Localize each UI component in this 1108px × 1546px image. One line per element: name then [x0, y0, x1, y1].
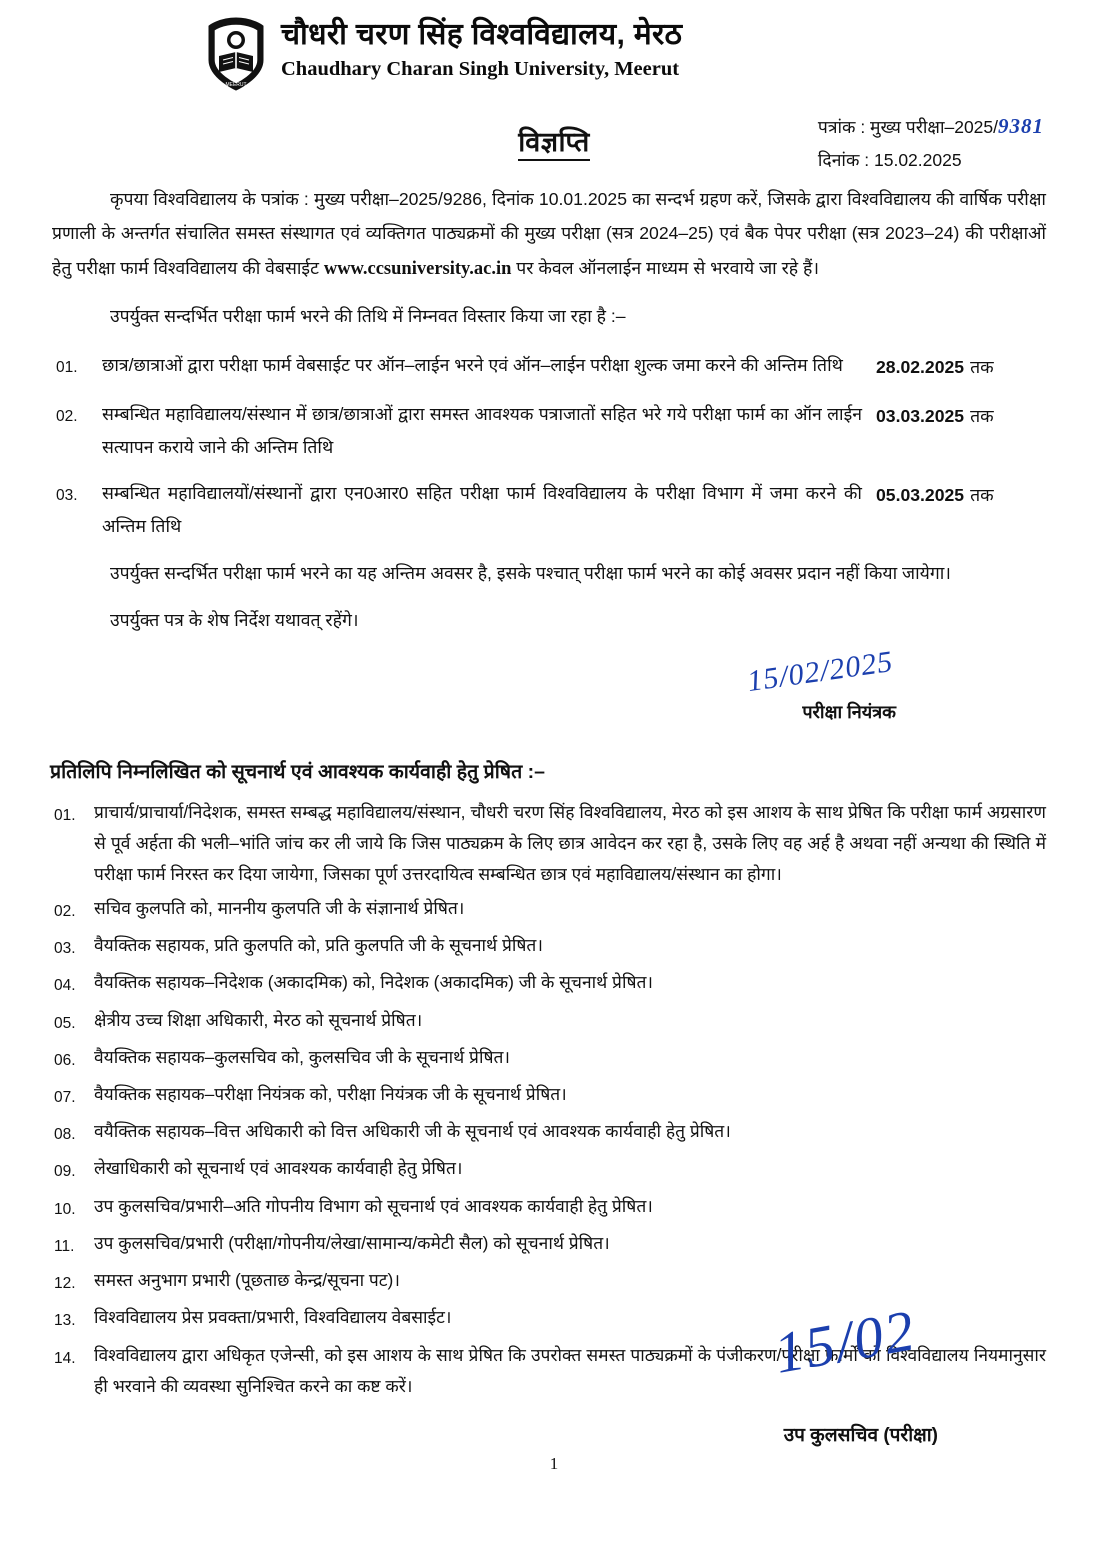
- list-item-number: 14.: [54, 1349, 76, 1367]
- document-date: दिनांक : 15.02.2025: [817, 149, 962, 170]
- list-item-text: लेखाधिकारी को सूचनार्थ एवं आवश्यक कार्यवाही हेतु प्रेषित।: [94, 1158, 463, 1179]
- list-item: [52, 893, 1046, 927]
- paragraph-reference-part1: कृपया विश्वविद्यालय के पत्रांक : मुख्य परीक्षा–2025/9286, दिनांक 10.01.2025 का सन्दर्भ ग्रहण करें, जिसके द्वारा विश्वविद्यालय की वार्षिक परीक्षा प्रणाली के अन्तर्गत संचालित समस्त संस्थागत एवं व्यक्तिगत पाठ्यक्रमों की मुख्य परीक्षा (सत्र 2024–25) एवं बैक पेपर परीक्षा (सत्र 2023–24) की परीक्षाओं हेतु परीक्षा फार्म विश्वविद्यालय की वेबसाईट: [52, 189, 1046, 278]
- list-item: [52, 1005, 1046, 1039]
- date-row: [52, 477, 1046, 542]
- date-row-date: 28.02.2025: [876, 356, 965, 377]
- paragraph-reference-part2: पर केवल ऑनलाईन माध्यम से भरवाये जा रहे हैं।: [511, 257, 820, 278]
- list-item-number: 11.: [54, 1237, 75, 1255]
- list-item-number: 05.: [54, 1014, 76, 1032]
- date-row: [52, 398, 1046, 463]
- list-item: [52, 1042, 1046, 1076]
- date-row-number: 02.: [56, 408, 78, 426]
- list-item-number: 10.: [54, 1200, 76, 1218]
- list-item-text: वयैक्तिक सहायक–वित्त अधिकारी को वित्त अधिकारी जी के सूचनार्थ एवं आवश्यक कार्यवाही हेतु प्रेषित।: [94, 1121, 731, 1142]
- list-item-text: समस्त अनुभाग प्रभारी (पूछताछ केन्द्र/सूचना पट)।: [94, 1270, 400, 1291]
- date-row-value: [876, 398, 1046, 433]
- date-row-date: 05.03.2025: [876, 485, 965, 506]
- paragraph-extension-intro: उपर्युक्त सन्दर्भित परीक्षा फार्म भरने की तिथि में निम्नवत विस्तार किया जा रहा है :–: [110, 305, 626, 326]
- list-item: [52, 930, 1046, 964]
- list-item-number: 09.: [54, 1163, 76, 1181]
- list-item-text: उप कुलसचिव/प्रभारी–अति गोपनीय विभाग को सूचनार्थ एवं आवश्यक कार्यवाही हेतु प्रेषित।: [94, 1195, 653, 1216]
- list-item-text: वैयक्तिक सहायक–कुलसचिव को, कुलसचिव जी के सूचनार्थ प्रेषित।: [94, 1046, 510, 1067]
- university-website: www.ccsuniversity.ac.in: [323, 258, 512, 279]
- list-item-text: क्षेत्रीय उच्च शिक्षा अधिकारी, मेरठ को सूचनार्थ प्रेषित।: [94, 1009, 423, 1030]
- list-item-text: वैयक्तिक सहायक–निदेशक (अकादमिक) को, निदेशक (अकादमिक) जी के सूचनार्थ प्रेषित।: [94, 972, 654, 993]
- university-name-hindi: चौधरी चरण सिंह विश्वविद्यालय, मेरठ: [281, 18, 683, 51]
- page-title-text: विज्ञप्ति: [518, 127, 590, 161]
- reference-block: [818, 108, 1044, 175]
- important-dates-list: [52, 349, 1046, 542]
- page-number: 1: [549, 1454, 559, 1473]
- list-item: [52, 1191, 1046, 1225]
- university-name-block: [281, 18, 682, 81]
- list-item: [52, 1340, 1046, 1402]
- list-item-text: सचिव कुलपति को, माननीय कुलपति जी के संज्ञानार्थ प्रेषित।: [94, 897, 465, 918]
- paragraph-reference: [52, 182, 1046, 287]
- list-item: [52, 967, 1046, 1001]
- list-item-number: 08.: [54, 1126, 76, 1144]
- signature-caption-controller: परीक्षा नियंत्रक: [802, 702, 896, 723]
- signature-caption-registrar: उप कुलसचिव (परीक्षा): [783, 1424, 938, 1446]
- list-item-text: विश्वविद्यालय प्रेस प्रवक्ता/प्रभारी, विश्वविद्यालय वेबसाईट।: [94, 1307, 452, 1328]
- copy-to-list: [52, 797, 1046, 1401]
- list-item-text: वैयक्तिक सहायक, प्रति कुलपति को, प्रति कुलपति जी के सूचनार्थ प्रेषित।: [94, 935, 543, 956]
- copy-to-heading: प्रतिलिपि निम्नलिखित को सूचनार्थ एवं आवश्यक कार्यवाही हेतु प्रेषित :–: [50, 761, 545, 784]
- list-item: [52, 1228, 1046, 1262]
- date-row-suffix: तक: [970, 485, 994, 506]
- list-item-text: उप कुलसचिव/प्रभारी (परीक्षा/गोपनीय/लेखा/सामान्य/कमेटी सैल) को सूचनार्थ प्रेषित।: [94, 1232, 610, 1253]
- date-row-description: छात्र/छात्राओं द्वारा परीक्षा फार्म वेबसाईट पर ऑन–लाईन भरने एवं ऑन–लाईन परीक्षा शुल्क जमा करने की अन्तिम तिथि: [102, 354, 843, 375]
- reference-number-label: पत्रांक : मुख्य परीक्षा–2025/: [817, 117, 998, 137]
- date-row-date: 03.03.2025: [876, 406, 965, 427]
- list-item: [52, 1302, 1046, 1336]
- date-row: [52, 349, 1046, 384]
- date-row-number: 01.: [56, 358, 78, 376]
- list-item-number: 03.: [54, 940, 76, 958]
- list-item: [52, 1265, 1046, 1299]
- title-reference-row: [0, 108, 1108, 170]
- paragraph-final-opportunity: उपर्युक्त सन्दर्भित परीक्षा फार्म भरने का यह अन्तिम अवसर है, इसके पश्चात् परीक्षा फार्म भरने का कोई अवसर प्रदान नहीं किया जायेगा।: [110, 563, 951, 584]
- list-item-text: प्राचार्य/प्राचार्या/निदेशक, समस्त सम्बद्ध महाविद्यालय/संस्थान, चौधरी चरण सिंह विश्वविद्यालय, मेरठ को इस आशय के साथ प्रेषित कि परीक्षा फार्म अग्रसारण से पूर्व अर्हता की भली–भांति जांच कर ली जाये कि जिस पाठ्यक्रम के लिए छात्र आवेदन कर रहा है, उसके लिए वह अर्ह है अथवा नहीं अन्यथा की स्थिति में परीक्षा फार्म निरस्त कर दिया जायेगा, जिसका पूर्ण उत्तरदायित्व सम्बन्धित छात्र एवं महाविद्यालय/संस्थान का होगा।: [94, 802, 1046, 884]
- date-row-value: [876, 349, 1046, 384]
- list-item-number: 07.: [54, 1089, 76, 1107]
- university-emblem-icon: [205, 16, 267, 90]
- list-item-number: 04.: [54, 977, 76, 995]
- paragraph-other-instructions: उपर्युक्त पत्र के शेष निर्देश यथावत् रहेंगे।: [110, 609, 359, 630]
- reference-number-handwritten: 9381: [998, 114, 1044, 138]
- document-header: [0, 0, 1108, 108]
- list-item-number: 12.: [54, 1275, 76, 1293]
- list-item: [52, 797, 1046, 890]
- document-body: [0, 182, 1108, 1497]
- svg-text:MEERUT: MEERUT: [225, 82, 247, 88]
- date-row-number: 03.: [56, 487, 78, 505]
- list-item-number: 13.: [54, 1312, 76, 1330]
- university-name-english: Chaudhary Charan Singh University, Meerut: [281, 57, 680, 80]
- list-item: [52, 1116, 1046, 1150]
- list-item: [52, 1153, 1046, 1187]
- list-item-text: विश्वविद्यालय द्वारा अधिकृत एजेन्सी, को इस आशय के साथ प्रेषित कि उपरोक्त समस्त पाठ्यक्रमों के पंजीकरण/परीक्षा फार्मों को विश्वविद्यालय नियमानुसार ही भरवाने की व्यवस्था सुनिश्चित करने का कष्ट करें।: [94, 1344, 1046, 1396]
- signature-scribble-controller: 15/02/2025: [745, 644, 896, 699]
- date-row-suffix: तक: [970, 356, 994, 377]
- signature-block-controller: [52, 644, 1046, 743]
- list-item-number: 06.: [54, 1051, 76, 1069]
- date-row-description: सम्बन्धित महाविद्यालय/संस्थान में छात्र/छात्राओं द्वारा समस्त आवश्यक पत्राजातों सहित भरे गये परीक्षा फार्म का ऑन लाईन सत्यापन कराये जाने की अन्तिम तिथि: [102, 404, 862, 457]
- date-row-value: [876, 477, 1046, 512]
- list-item: [52, 1079, 1046, 1113]
- date-row-suffix: तक: [970, 406, 994, 427]
- reference-number-line: [818, 108, 1044, 145]
- list-item-number: 02.: [54, 902, 76, 920]
- signature-scribble-registrar: 15/02: [769, 1296, 921, 1386]
- list-item-number: 01.: [54, 807, 76, 825]
- list-item-text: वैयक्तिक सहायक–परीक्षा नियंत्रक को, परीक्षा नियंत्रक जी के सूचनार्थ प्रेषित।: [94, 1084, 567, 1105]
- date-row-description: सम्बन्धित महाविद्यालयों/संस्थानों द्वारा एन0आर0 सहित परीक्षा फार्म विश्वविद्यालय के परीक्षा विभाग में जमा करने की अन्तिम तिथि: [102, 483, 862, 536]
